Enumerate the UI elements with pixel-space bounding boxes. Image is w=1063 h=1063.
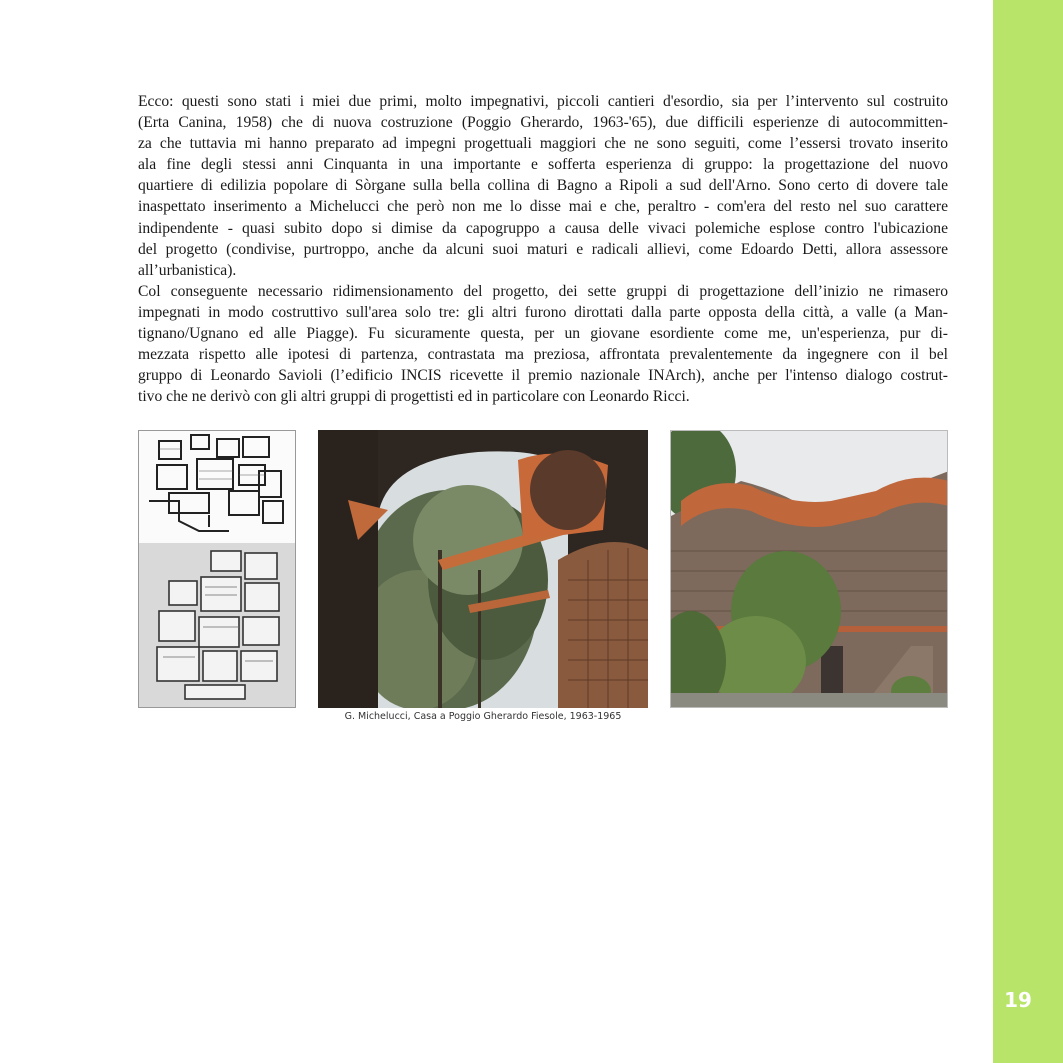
page-number: 19 (1004, 988, 1032, 1012)
text-line: tignano/Ugnano ed alle Piagge). Fu sicuramente questa, per un giovane esordiente come me, un'esperienza, pur di- (138, 325, 948, 343)
house-exterior-image (671, 431, 948, 708)
body-text (138, 91, 948, 407)
arch-view-photo (318, 430, 648, 708)
text-line: (Erta Canina, 1958) che di nuova costruzione (Poggio Gherardo, 1963-'65), due difficili esperienze di autocommitten- (138, 114, 948, 132)
text-line: inaspettato inserimento a Michelucci che però non me lo disse mai e che, peraltro - com'era del resto nel suo carattere (138, 198, 948, 216)
text-line: impegnati in modo costruttivo sull'area solo tre: gli altri furono dirottati dalla parte opposta della città, a valle (a Man- (138, 303, 948, 321)
text-line: tivo che ne derivò con gli altri gruppi di progettisti ed in particolare con Leonardo Ricci. (138, 388, 690, 406)
page-side-band (993, 0, 1063, 1063)
text-line: indipendente - quasi subito dopo si dimise da capogruppo a causa delle vivaci polemiche esplose contro l'ubicazione (138, 219, 948, 237)
paragraph (138, 281, 948, 408)
text-line: za che tuttavia mi hanno preparato ad impegni progettuali maggiori che ne sono seguiti, come l’essersi trovato inserito (138, 135, 948, 153)
text-line: quartiere di edilizia popolare di Sòrgane sulla bella collina di Bagno a Ripoli a sud dell'Arno. Sono certo di dovere tale (138, 177, 948, 195)
floor-plans-drawing (139, 431, 296, 708)
house-exterior-photo (670, 430, 948, 708)
figure-caption: G. Michelucci, Casa a Poggio Gherardo Fiesole, 1963-1965 (344, 711, 622, 722)
text-line: Col conseguente necessario ridimensionamento del progetto, dei sette gruppi di progettazione dell’inizio ne rimasero (138, 282, 948, 300)
text-line: Ecco: questi sono stati i miei due primi, molto impegnativi, piccoli cantieri d'esordio, sia per l’intervento sul costruito (138, 93, 948, 110)
floor-plans-figure (138, 430, 296, 708)
text-line: gruppo di Leonardo Savioli (l’edificio INCIS ricevette il premio nazionale INArch), anche per l'intenso dialogo costrut- (138, 367, 948, 385)
paragraph (138, 91, 948, 281)
text-line: del progetto (condivise, purtroppo, anche da alcuni suoi maturi e radicali allievi, come Edoardo Detti, allora assessore (138, 240, 948, 258)
text-line: ala fine degli stessi anni Cinquanta in una importante e sofferta esperienza di gruppo: la progettazione del nuovo (138, 156, 948, 174)
text-line: all’urbanistica). (138, 261, 237, 279)
text-line: mezzata rispetto alle ipotesi di partenza, contrastata ma preziosa, affrontata prevalentemente da ingegnere con il bel (138, 346, 948, 364)
arch-view-image (318, 430, 648, 708)
